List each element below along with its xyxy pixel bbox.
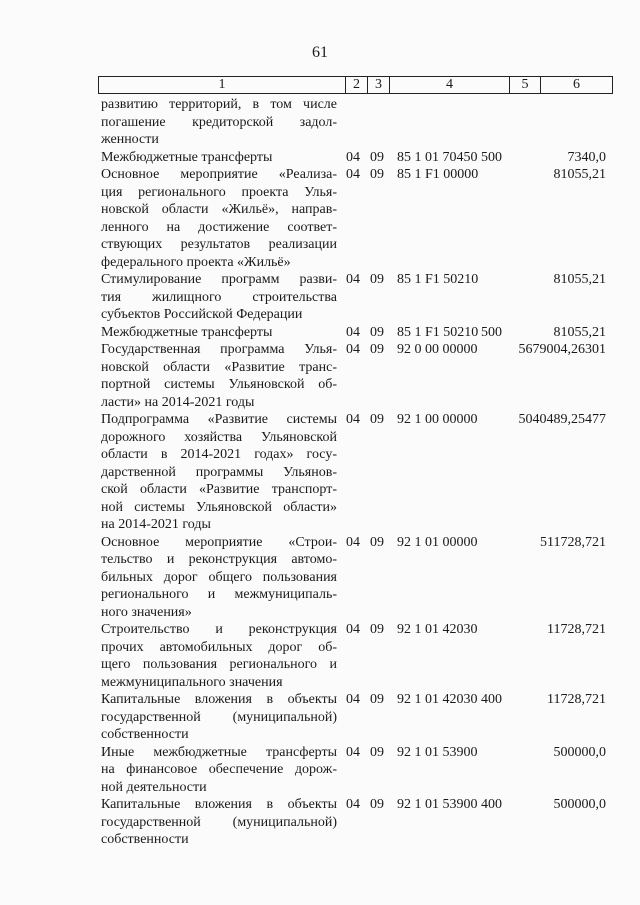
section-code: 04: [346, 149, 360, 165]
expense-type-code: 400: [481, 797, 502, 812]
description-line: щего пользования регионального и: [101, 657, 337, 672]
description-line: Межбюджетные трансферты: [101, 149, 273, 165]
description-line: федерального проекта «Жильё»: [101, 254, 291, 270]
target-article-code: 92 1 00 00000: [397, 412, 478, 427]
amount-value: 81055,21: [553, 167, 606, 182]
row-description: [101, 271, 337, 324]
table-row: [0, 96, 640, 149]
description-line: ствующих результатов реализации: [101, 237, 337, 252]
row-description: [101, 411, 337, 534]
description-line: собственности: [101, 727, 189, 742]
description-line: Основное мероприятие «Реализа-: [101, 167, 337, 182]
description-line: субъектов Российской Федерации: [101, 307, 303, 322]
subsection-code: 09: [370, 412, 384, 427]
target-article-code: 92 1 01 53900: [397, 744, 478, 760]
subsection-code: 09: [370, 744, 384, 760]
expense-type-code: 400: [481, 692, 502, 707]
table-row: [0, 166, 640, 271]
amount-value: 81055,21: [553, 324, 606, 340]
target-article-code: 92 1 01 53900: [397, 797, 478, 812]
column-header-3: 3: [368, 77, 390, 93]
table-row: [0, 341, 640, 411]
table-row: [0, 691, 640, 744]
table-row: [0, 324, 640, 342]
description-line: регионального и межмуниципаль-: [101, 587, 337, 602]
expense-type-code: 500: [481, 324, 502, 340]
subsection-code: 09: [370, 622, 384, 637]
description-line: прочих автомобильных дорог об-: [101, 639, 337, 655]
description-line: Строительство и реконструкция: [101, 622, 337, 637]
amount-value: 5040489,25477: [518, 412, 606, 427]
target-article-code: 85 1 F1 00000: [397, 167, 479, 182]
description-line: тия жилищного строительства: [101, 289, 337, 305]
subsection-code: 09: [370, 149, 384, 165]
section-code: 04: [346, 167, 360, 182]
subsection-code: 09: [370, 167, 384, 182]
description-line: ция регионального проекта Улья-: [101, 184, 337, 200]
page-number: 61: [312, 44, 328, 61]
row-description: [101, 534, 337, 622]
description-line: ной системы Ульяновской области»: [101, 499, 337, 515]
table-row: [0, 534, 640, 622]
target-article-code: 85 1 01 70450: [397, 149, 478, 165]
description-line: Государственная программа Улья-: [101, 342, 337, 357]
target-article-code: 92 0 00 00000: [397, 342, 478, 357]
description-line: межмуниципального значения: [101, 674, 283, 690]
description-line: новской области «Жильё», направ-: [101, 202, 337, 217]
subsection-code: 09: [370, 797, 384, 812]
description-line: на 2014-2021 годы: [101, 517, 211, 532]
target-article-code: 92 1 01 00000: [397, 534, 478, 550]
row-description: [101, 166, 337, 271]
subsection-code: 09: [370, 692, 384, 707]
table-row: [0, 271, 640, 324]
target-article-code: 92 1 01 42030: [397, 622, 478, 637]
row-description: [101, 341, 337, 411]
description-line: бильных дорог общего пользования: [101, 569, 337, 585]
target-article-code: 92 1 01 42030: [397, 692, 478, 707]
description-line: женности: [101, 132, 159, 147]
amount-value: 7340,0: [567, 149, 606, 165]
section-code: 04: [346, 797, 360, 812]
description-line: государственной (муниципальной): [101, 814, 337, 830]
amount-value: 500000,0: [553, 744, 606, 760]
subsection-code: 09: [370, 324, 384, 340]
section-code: 04: [346, 324, 360, 340]
description-line: собственности: [101, 832, 189, 847]
section-code: 04: [346, 412, 360, 427]
description-line: новской области «Развитие транс-: [101, 359, 337, 375]
table-header: [98, 76, 613, 94]
subsection-code: 09: [370, 272, 384, 287]
column-header-2: 2: [346, 77, 368, 93]
description-line: на финансовое обеспечение дорож-: [101, 762, 337, 777]
target-article-code: 85 1 F1 50210: [397, 272, 479, 287]
section-code: 04: [346, 534, 360, 550]
table-row: [0, 411, 640, 534]
description-line: Подпрограмма «Развитие системы: [101, 412, 337, 427]
row-description: [101, 324, 337, 342]
row-description: [101, 691, 337, 744]
column-header-4: 4: [390, 77, 510, 93]
amount-value: 500000,0: [553, 797, 606, 812]
section-code: 04: [346, 272, 360, 287]
amount-value: 11728,721: [547, 692, 606, 707]
amount-value: 511728,721: [540, 534, 606, 550]
description-line: Капитальные вложения в объекты: [101, 797, 337, 812]
description-line: тельство и реконструкция автомо-: [101, 552, 337, 567]
description-line: области в 2014-2021 годах» госу-: [101, 447, 337, 462]
amount-value: 81055,21: [553, 272, 606, 287]
description-line: Основное мероприятие «Строи-: [101, 534, 337, 550]
description-line: Межбюджетные трансферты: [101, 324, 273, 340]
description-line: развитию территорий, в том числе: [101, 97, 337, 112]
subsection-code: 09: [370, 342, 384, 357]
row-description: [101, 796, 337, 849]
column-header-6: 6: [573, 77, 580, 92]
description-line: ной деятельности: [101, 779, 207, 795]
column-header-5: 5: [510, 77, 541, 93]
description-line: погашение кредиторской задол-: [101, 114, 337, 130]
description-line: дарственной программы Ульянов-: [101, 464, 337, 480]
section-code: 04: [346, 744, 360, 760]
description-line: портной системы Ульяновской об-: [101, 377, 337, 392]
row-description: [101, 621, 337, 691]
expense-type-code: 500: [481, 149, 502, 165]
amount-value: 5679004,26301: [518, 342, 606, 357]
section-code: 04: [346, 622, 360, 637]
table-row: [0, 621, 640, 691]
row-description: [101, 96, 337, 149]
column-header-1: 1: [99, 77, 346, 93]
description-line: ного значения»: [101, 604, 192, 620]
description-line: ленного на достижение соответ-: [101, 219, 337, 235]
description-line: Стимулирование программ разви-: [101, 272, 337, 287]
description-line: ласти» на 2014-2021 годы: [101, 394, 255, 410]
row-description: [101, 149, 337, 167]
description-line: дорожного хозяйства Ульяновской: [101, 429, 337, 445]
row-description: [101, 744, 337, 797]
target-article-code: 85 1 F1 50210: [397, 324, 479, 340]
description-line: Капитальные вложения в объекты: [101, 692, 337, 707]
section-code: 04: [346, 692, 360, 707]
section-code: 04: [346, 342, 360, 357]
description-line: Иные межбюджетные трансферты: [101, 744, 337, 760]
table-row: [0, 796, 640, 849]
amount-value: 11728,721: [547, 622, 606, 637]
description-line: ской области «Развитие транспорт-: [101, 482, 337, 497]
description-line: государственной (муниципальной): [101, 709, 337, 725]
table-row: [0, 744, 640, 797]
table-row: [0, 149, 640, 167]
subsection-code: 09: [370, 534, 384, 550]
